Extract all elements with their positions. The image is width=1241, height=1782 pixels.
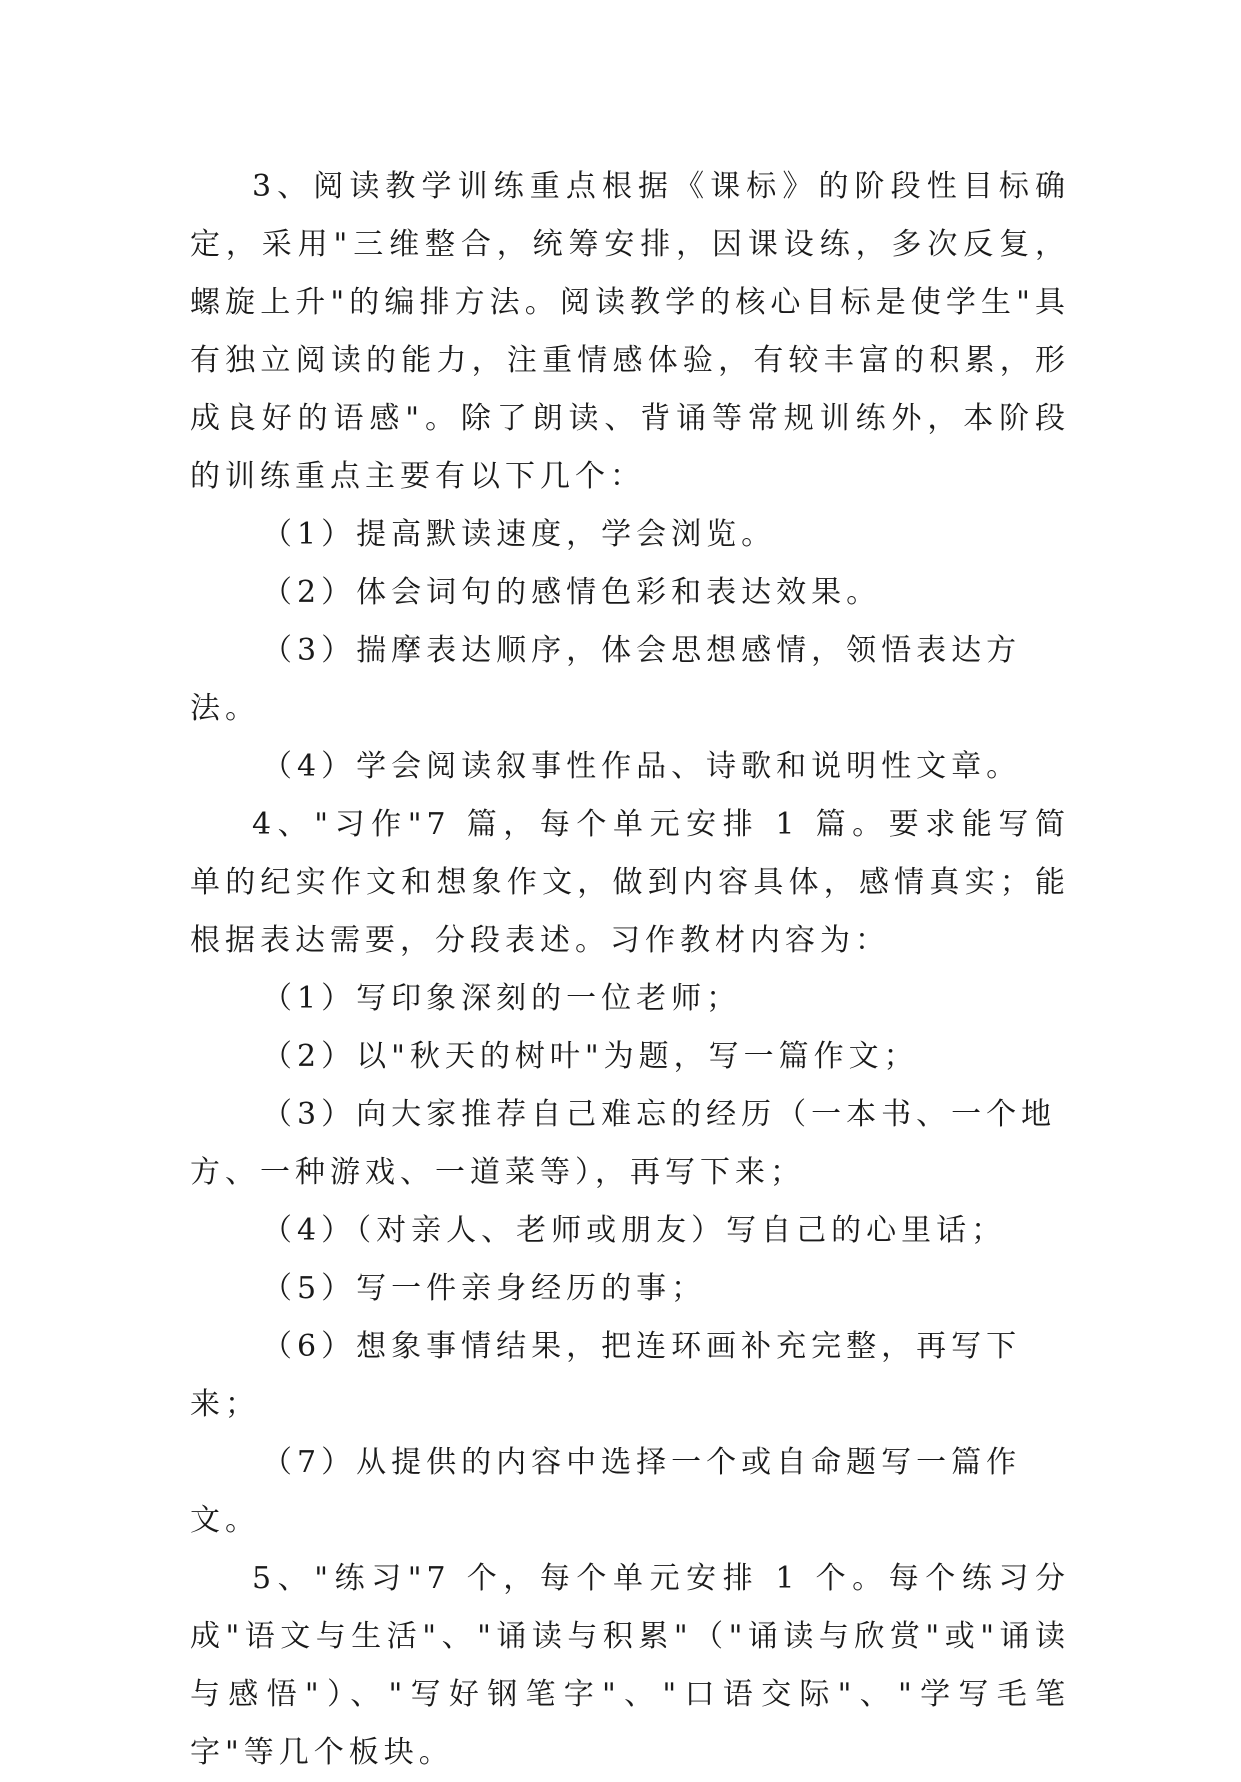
list-item: （7）从提供的内容中选择一个或自命题写一篇作文。 xyxy=(190,1445,1022,1538)
paragraph-writing-tasks: 4、"习作"7 篇，每个单元安排 1 篇。要求能写简单的纪实作文和想象作文，做到内容具体，感情真实；能根据表达需要，分段表述。习作教材内容为： xyxy=(190,807,1070,958)
list-item: （5）写一件亲身经历的事； xyxy=(262,1271,707,1306)
list-item: （2）以"秋天的树叶"为题，写一篇作文； xyxy=(262,1039,919,1074)
list-item: （1）写印象深刻的一位老师； xyxy=(262,981,742,1016)
list-item: （4）学会阅读叙事性作品、诗歌和说明性文章。 xyxy=(262,749,1022,784)
list-item: （3）揣摩表达顺序，体会思想感情，领悟表达方法。 xyxy=(190,633,1022,726)
list-item: （1）提高默读速度，学会浏览。 xyxy=(262,517,777,552)
list-item: （6）想象事情结果，把连环画补充完整，再写下来； xyxy=(190,1329,1022,1422)
list-item: （4）（对亲人、老师或朋友）写自己的心里话； xyxy=(262,1213,1007,1248)
paragraph-reading-goals: 3、阅读教学训练重点根据《课标》的阶段性目标确定，采用"三维整合，统筹安排，因课设练，多次反复，螺旋上升"的编排方法。阅读教学的核心目标是使学生"具有独立阅读的能力，注重情感体验，有较丰富的积累，形成良好的语感"。除了朗读、背诵等常规训练外，本阶段的训练重点主要有以下几个： xyxy=(190,169,1070,494)
document-body xyxy=(190,158,1070,1782)
paragraph-exercises: 5、"练习"7 个，每个单元安排 1 个。每个练习分成"语文与生活"、"诵读与积累"（"诵读与欣赏"或"诵读与感悟"）、"写好钢笔字"、"口语交际"、"学写毛笔字"等几个板块。 xyxy=(190,1561,1070,1770)
list-item: （3）向大家推荐自己难忘的经历（一本书、一个地方、一种游戏、一道菜等），再写下来； xyxy=(190,1097,1057,1190)
list-item: （2）体会词句的感情色彩和表达效果。 xyxy=(262,575,882,610)
